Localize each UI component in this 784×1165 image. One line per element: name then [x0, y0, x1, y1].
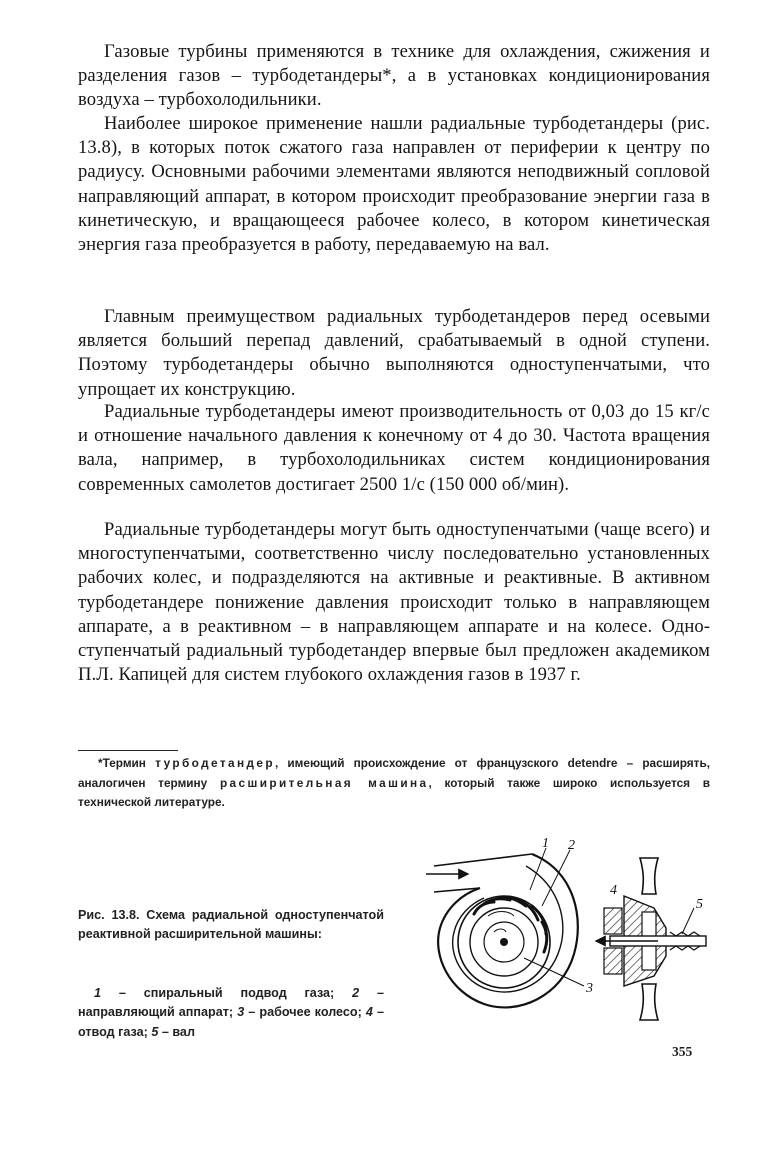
legend-num-5: 5	[151, 1024, 159, 1039]
inlet-duct-wall	[434, 854, 532, 866]
legend-text-4: – отвод газа;	[78, 1005, 384, 1039]
footnote-tail: , который также широко используется в технической литературе.	[78, 775, 710, 809]
figure-caption: Рис. 13.8. Схема радиальной одноступенчатой реактивной расширительной машины:	[78, 908, 384, 942]
legend-num-3: 3	[237, 1005, 245, 1020]
leader-line-5	[682, 908, 694, 934]
legend-text-5: – вал	[158, 1024, 195, 1039]
figure-label-1: 1	[542, 836, 549, 851]
figure-label-3: 3	[586, 981, 593, 996]
outlet-duct-bottom	[640, 984, 658, 1020]
figure-label-5: 5	[696, 897, 703, 912]
page-number: 355	[672, 1044, 693, 1059]
legend-num-4: 4	[365, 1005, 373, 1020]
outlet-duct-top	[640, 858, 658, 894]
figure-label-2: 2	[568, 838, 575, 853]
paragraph-performance: Радиальные турбодетандеры имеют производительность от 0,03 до 15 кг/с и отношение начального давления к конечному от 4 до 30. Частота вращения вала, например, в турбохолодильниках систем кондиционирования современных самолетов достигает 2500 1/с (150 000 об/мин).	[78, 401, 710, 495]
turboexpander-figure	[414, 836, 730, 1032]
rotor-blade	[494, 929, 506, 932]
spiral-casing-view	[426, 836, 593, 1007]
footnote-mid: , имеющий происхождение от французского detendre – расширять, аналогичен термину	[78, 756, 710, 790]
legend-text-2: – направляющий аппарат;	[78, 986, 384, 1020]
shaft-center	[500, 938, 508, 946]
figure-legend	[78, 984, 384, 1042]
paragraph-radial-turboexpanders: Наиболее широкое применение нашли радиальные турбодетандеры (рис. 13.8), в которых поток сжатого газа направлен от периферии к центру по радиусу. Основными рабочими элементами являются неподвижный сопловой направляющий аппарат, в котором происходит преобразование энергии газа в кинетическую, и вращающееся рабочее колесо, в котором кинетическая энергия газа преобразуется в работу, передаваемую на вал.	[78, 113, 710, 256]
rotor-blade	[488, 912, 514, 917]
footnote-term-2: расширительная машина	[219, 775, 429, 790]
paragraph-gas-turbines: Газовые турбины применяются в технике для охлаждения, сжижения и разделения газов – турбодетандеры*, а в установках кондиционирования воздуха – турбохолодильники.	[78, 41, 710, 111]
figure-label-4: 4	[610, 883, 617, 898]
footnote-term: турбодетандер	[155, 756, 275, 770]
legend-num-1: 1	[94, 986, 102, 1000]
casing-section-upper	[604, 908, 622, 934]
footnote	[78, 754, 710, 813]
paragraph-main-advantage: Главным преимуществом радиальных турбодетандеров перед осевыми является больший перепад давлений, срабатываемый в одной ступени. Поэтому турбодетандеры обычно выполняются одноступенчатыми, что упрощает их конструкцию.	[78, 306, 710, 400]
legend-num-2: 2	[352, 986, 360, 1000]
casing-section-lower	[604, 948, 622, 974]
footnote-marker: *	[98, 756, 103, 770]
legend-text-1: – спиральный подвод газа;	[101, 986, 353, 1000]
section-view	[596, 858, 706, 1020]
guide-vanes	[474, 897, 547, 952]
footnote-lead: Термин	[102, 756, 156, 770]
footnote-rule	[78, 750, 178, 751]
paragraph-stage-types: Радиальные турбодетандеры могут быть одноступенчатыми (чаще всего) и многоступенчатыми, соответственно числу последовательно установленных рабочих колес, и подразделяются на активные и реактивные. В активном турбодетандере понижение давления происходит только в направляющем аппарате, а в реактивном – в направляющем аппарате и на колесе. Одноступенчатый радиальный турбодетандер впервые был предложен академиком П.Л. Капицей для систем глубокого охлаждения газов в 1937 г.	[78, 519, 710, 686]
legend-text-3: – рабочее колесо;	[244, 1005, 366, 1020]
